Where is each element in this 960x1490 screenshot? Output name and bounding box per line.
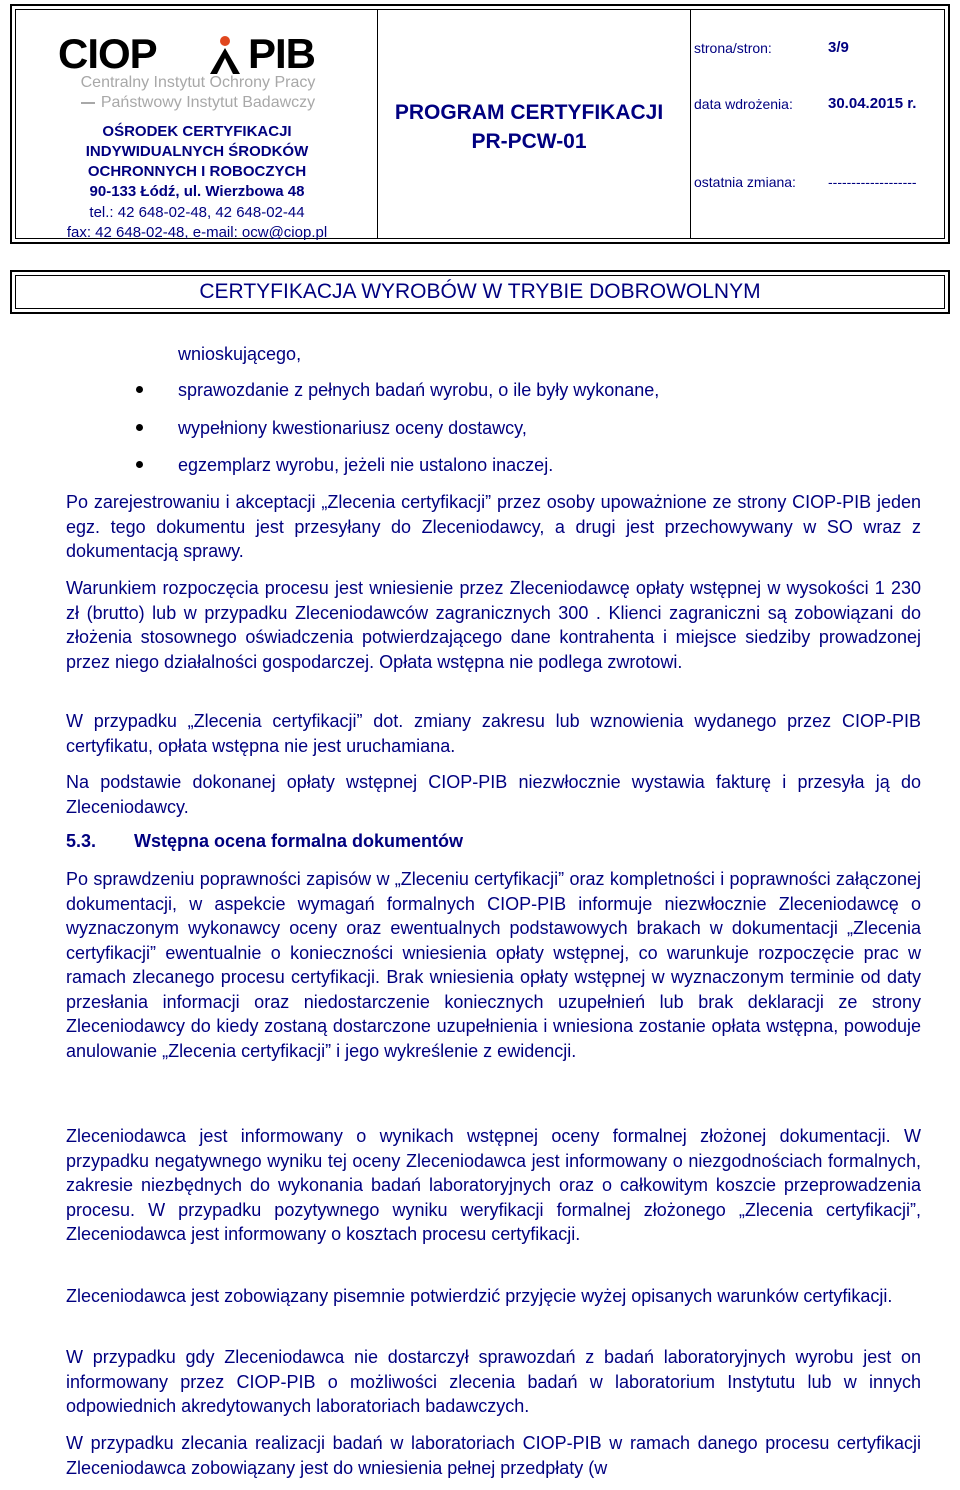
center-name-line1: OŚRODEK CERTYFIKACJI: [102, 123, 292, 140]
center-name-line3: OCHRONNYCH I ROBOCZYCH: [87, 163, 307, 180]
paragraph: Zleceniodawca jest informowany o wynikach wstępnej oceny formalnej złożonej dokumentacji. W przypadku negatywnego wyniku tej oceny Zleceniodawca jest informowany o niezgodnościach formalnych, zakresie niezbędnych do wykonania badań laboratoryjnych oraz o całkowitym koszcie przeprowadzenia procesu. W przypadku pozytywnego wyniku weryfikacji formalnej złożonego „Zlecenia certyfikacji”, Zleceniodawca jest informowany o kosztach procesu certyfikacji.: [66, 1126, 921, 1244]
section-title: Wstępna ocena formalna dokumentów: [134, 831, 464, 851]
date-value: 30.04.2015 r.: [828, 95, 917, 112]
bullet-dot: [136, 461, 143, 468]
ciop-pib-logo: [58, 30, 323, 77]
list-item: egzemplarz wyrobu, jeżeli nie ustalono inaczej.: [178, 455, 554, 475]
list-item: wypełniony kwestionariusz oceny dostawcy,: [178, 418, 527, 438]
center-address: 90-133 Łódź, ul. Wierzbowa 48: [89, 183, 305, 200]
bullet-dot: [136, 424, 143, 431]
last-change-value: -------------------: [828, 174, 917, 190]
banner-inner-frame: [15, 275, 945, 309]
center-phone: tel.: 42 648-02-48, 42 648-02-44: [89, 204, 305, 221]
program-title: PROGRAM CERTYFIKACJI: [394, 101, 664, 124]
continuation-text: wnioskującego,: [178, 344, 302, 364]
section-number: 5.3.: [66, 831, 97, 851]
program-code: PR-PCW-01: [471, 130, 587, 153]
page-label: strona/stron:: [694, 40, 772, 56]
paragraph: Na podstawie dokonanej opłaty wstępnej CIOP-PIB niezwłocznie wystawia fakturę i przesyła ją do Zleceniodawcy.: [66, 772, 921, 817]
institute-subtitle: [36, 94, 360, 112]
paragraph: W przypadku „Zlecenia certyfikacji” dot. zmiany zakresu lub wznowienia wydanego przez CIOP-PIB certyfikatu, opłata wstępna nie jest uruchamiana.: [66, 711, 921, 756]
logo-text-right: PIB: [248, 30, 316, 77]
paragraph: W przypadku gdy Zleceniodawca nie dostarczył sprawozdań z badań laboratoryjnych wyrobu jest on informowany przez CIOP-PIB o możliwości zlecenia badań w laboratorium Instytutu lub w innych odpowiednich akredytowanych laboratoriach badawczych.: [66, 1347, 921, 1416]
last-change-label: ostatnia zmiana:: [694, 174, 796, 190]
bullet-dot: [136, 386, 143, 393]
page-value: 3/9: [828, 39, 849, 56]
section-banner: [10, 270, 950, 314]
header-divider: [690, 10, 691, 238]
banner-title: CERTYFIKACJA WYROBÓW W TRYBIE DOBROWOLNYM: [199, 280, 761, 303]
dash-mark: [81, 102, 95, 104]
paragraph: Zleceniodawca jest zobowiązany pisemnie potwierdzić przyjęcie wyżej opisanych warunków certyfikacji.: [66, 1286, 893, 1306]
paragraph: Warunkiem rozpoczęcia procesu jest wniesienie przez Zleceniodawcę opłaty wstępnej w wysokości 1 230 zł (brutto) lub w przypadku Zleceniodawców zagranicznych 300 . Klienci zagraniczni są zobowiązani do złożenia stosownego oświadczenia potwierdzającego dane kontrahenta i miejsce siedziby prowadzonej przez niego działalności gospodarczej. Opłata wstępna nie podlega zwrotowi.: [66, 578, 921, 672]
worker-figure-icon: [206, 34, 244, 74]
paragraph: Po zarejestrowaniu i akceptacji „Zlecenia certyfikacji” przez osoby upoważnione ze strony CIOP-PIB jeden egz. tego dokumentu jest przesyłany do Zleceniodawcy, a drugi jest przechowywany w SO wraz z dokumentacją sprawy.: [66, 492, 921, 561]
center-name-line2: INDYWIDUALNYCH ŚRODKÓW: [85, 143, 309, 160]
date-label: data wdrożenia:: [694, 96, 793, 112]
paragraph: Po sprawdzeniu poprawności zapisów w „Zleceniu certyfikacji” oraz kompletności i poprawności załączonej dokumentacji, w aspekcie wymagań formalnych CIOP-PIB informuje niezwłocznie Zleceniodawcę o wyznaczonym wykonawcy oceny oraz ewentualnych podstawowych brakach w dokumentacji „Zlecenia certyfikacji” ewentualnie o konieczności wniesienia opłaty wstępnej, co warunkuje rozpoczęcie prac w ramach zlecanego procesu certyfikacji. Brak wniesienia opłaty wstępnej w wyznaczonym terminie od daty przesłania informacji oraz niedostarczenie koniecznych uzupełnień lub brak deklaracji ze strony Zleceniodawcy do kiedy zostaną dostarczone uzupełnienia i wniesiona zostanie opłata wstępna, powoduje anulowanie „Zlecenia certyfikacji” i jego wykreślenie z ewidencji.: [66, 869, 921, 1061]
list-item: sprawozdanie z pełnych badań wyrobu, o ile były wykonane,: [178, 380, 660, 400]
institute-subtitle-text: Państwowy Instytut Badawczy: [100, 94, 316, 111]
logo-text-left: CIOP: [58, 30, 157, 77]
paragraph: W przypadku zlecania realizacji badań w laboratoriach CIOP-PIB w ramach danego procesu certyfikacji Zleceniodawca zobowiązany jest do wniesienia pełnej przedpłaty (w: [66, 1433, 921, 1478]
center-fax-email: fax: 42 648-02-48, e-mail: ocw@ciop.pl: [66, 224, 328, 241]
institute-name: Centralny Instytut Ochrony Pracy: [80, 74, 316, 91]
